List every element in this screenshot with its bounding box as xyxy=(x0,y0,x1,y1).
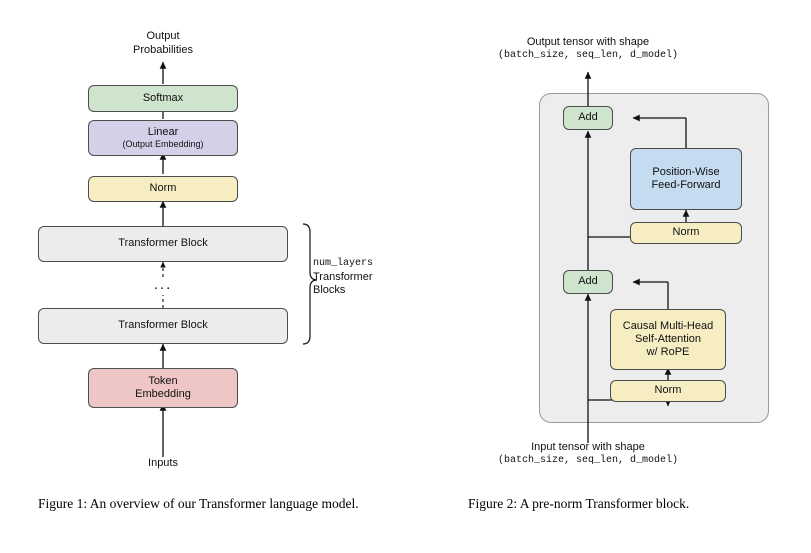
num-layers-annotation xyxy=(313,258,413,298)
node-feed-forward[interactable] xyxy=(630,148,742,210)
output-label-line1: Output xyxy=(146,30,180,42)
node-token-embedding-sublabel: Embedding xyxy=(135,388,191,400)
node-add-top[interactable] xyxy=(563,106,613,130)
num-layers-line2: Transformer xyxy=(313,270,373,283)
node-attention-line2: Self-Attention xyxy=(634,332,702,345)
figure-1-caption xyxy=(38,495,398,513)
node-norm-bottom[interactable] xyxy=(610,380,726,402)
node-norm-label: Norm xyxy=(149,182,177,195)
transformer-block-panel xyxy=(539,93,769,423)
figure-2-caption xyxy=(468,495,798,513)
num-layers-mono-label: num_layers xyxy=(313,258,374,269)
node-transformer-block-top[interactable] xyxy=(38,226,288,262)
node-token-embedding[interactable] xyxy=(88,368,238,408)
input-tensor-line1: Input tensor with shape xyxy=(531,441,645,453)
output-label-line2: Probabilities xyxy=(133,43,193,56)
node-norm-bottom-label: Norm xyxy=(654,384,682,397)
figure-2-prenorm-block xyxy=(420,0,811,553)
node-softmax[interactable] xyxy=(88,85,238,112)
node-transformer-block-bottom-label: Transformer Block xyxy=(118,319,208,332)
figure-1-caption-text: Figure 1: An overview of our Transformer language model. xyxy=(38,496,359,511)
node-transformer-block-bottom[interactable] xyxy=(38,308,288,344)
node-token-embedding-label: Token xyxy=(148,374,178,387)
node-softmax-label: Softmax xyxy=(142,91,184,104)
node-linear-label: Linear xyxy=(147,126,179,138)
node-attention-line1: Causal Multi-Head xyxy=(622,319,714,332)
node-norm-top[interactable] xyxy=(630,222,742,244)
node-add-top-label: Add xyxy=(578,111,598,124)
node-feed-forward-line1: Position-Wise xyxy=(652,165,720,178)
node-norm[interactable] xyxy=(88,176,238,202)
node-transformer-block-top-label: Transformer Block xyxy=(118,237,208,250)
output-tensor-line1: Output tensor with shape xyxy=(526,36,650,48)
num-layers-line3: Blocks xyxy=(313,284,346,297)
node-add-bottom[interactable] xyxy=(563,270,613,294)
output-tensor-shape: (batch_size, seq_len, d_model) xyxy=(497,49,679,61)
inputs-label xyxy=(118,457,208,471)
input-tensor-shape: (batch_size, seq_len, d_model) xyxy=(497,454,679,466)
node-linear[interactable] xyxy=(88,120,238,156)
node-add-bottom-label: Add xyxy=(578,275,598,288)
ellipsis-vertical xyxy=(133,276,193,295)
ellipsis-label: ... xyxy=(153,276,173,293)
node-attention-line3: w/ RoPE xyxy=(646,346,690,359)
node-linear-sublabel: (Output Embedding) xyxy=(122,139,204,150)
input-tensor-label xyxy=(488,441,688,467)
node-causal-self-attention[interactable] xyxy=(610,309,726,370)
inputs-label-text: Inputs xyxy=(148,457,178,469)
node-feed-forward-line2: Feed-Forward xyxy=(651,179,721,191)
figure-2-caption-text: Figure 2: A pre-norm Transformer block. xyxy=(468,496,690,511)
node-norm-top-label: Norm xyxy=(672,226,700,239)
output-probabilities-label xyxy=(108,30,218,58)
output-tensor-label xyxy=(488,36,688,62)
